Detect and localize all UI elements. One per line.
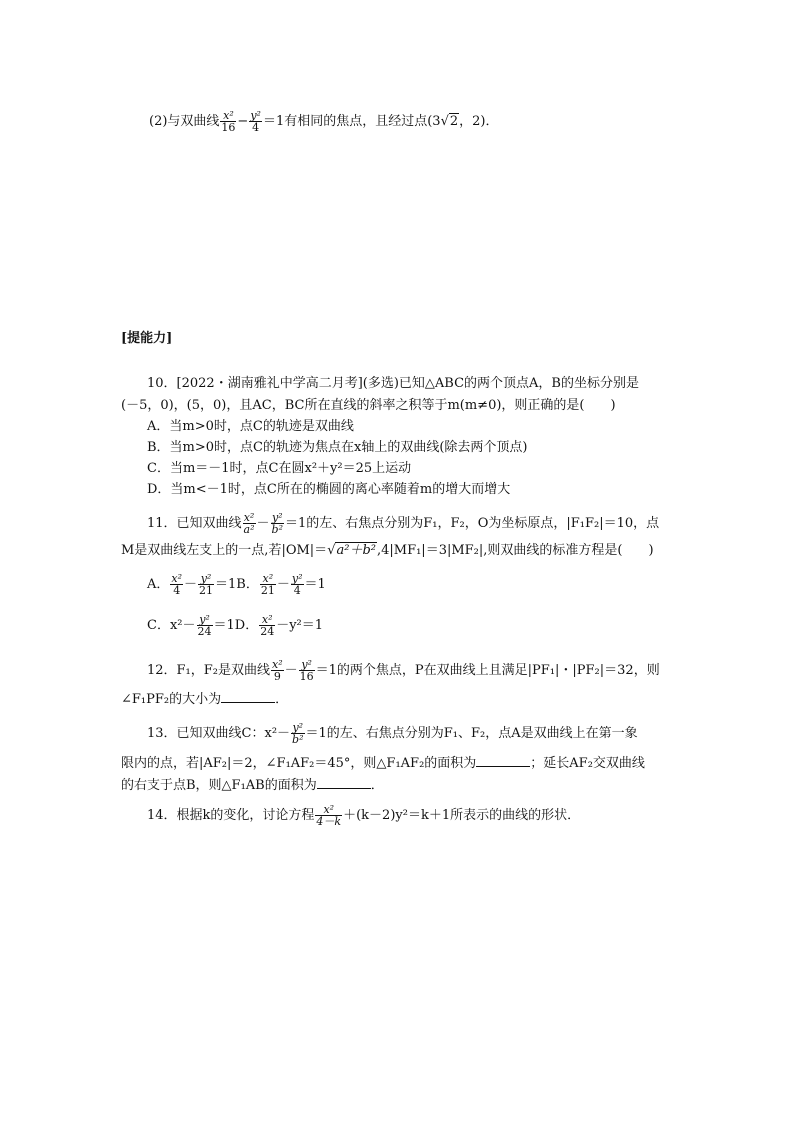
question-12-line-2: ∠F₁PF₂的大小为 ． xyxy=(121,692,289,707)
option-c: C．当m＝－1时，点C在圆x²＋y²＝25上运动 xyxy=(147,461,412,476)
question-14: 14．根据k的变化，讨论方程 $\frac{\text{x²}}{4-k}$ ＋(k－2)y²＝k＋1所表示的曲线的形状． xyxy=(147,803,581,828)
option-d: D．当m<－1时，点C所在的椭圆的离心率随着m的增大而增大 xyxy=(147,482,511,497)
fraction: $\frac{\text{x²}}{9}$ xyxy=(272,658,283,683)
question-12-line-1: 12．F₁，F₂是双曲线 $\frac{\text{x²}}{9}$ － $\frac{\text{y²}}{16}$ ＝1的两个焦点，P在双曲线上且满足|PF₁|・|PF₂|＝32，则 xyxy=(147,658,660,683)
fraction: $\frac{\text{y²}}{21}$ xyxy=(199,572,214,597)
question-13-line-1: 13．已知双曲线C：x²－ $\frac{\text{y²}}{\text{b²}}$ ＝1的左、右焦点分别为F₁、F₂，点A是双曲线上在第一象 xyxy=(147,721,638,746)
answer-blank[interactable] xyxy=(221,690,275,703)
question-13-line-3: 的右支于点B，则△F₁AB的面积为 ． xyxy=(121,778,384,793)
fraction: $\frac{\text{y²}}{\text{b²}}$ xyxy=(292,721,304,746)
answer-blank[interactable] xyxy=(317,776,371,789)
section-heading: [提能力] xyxy=(121,331,173,346)
option-ab-11: A． $\frac{\text{x²}}{4}$ － $\frac{\text{y²}}{21}$ ＝1B． $\frac{\text{x²}}{21}$ － $\frac{\text{y²}}{4}$ ＝1 xyxy=(147,572,326,597)
problem-2: (2)与双曲线 $\frac{\text{x²}}{16}$ − $\frac{\text{y²}}{4}$ ＝1有相同的焦点，且经过点(3√2，2)． xyxy=(149,109,499,134)
fraction: $\frac{\text{x²}}{21}$ xyxy=(260,572,275,597)
question-13-line-2: 限内的点，若|AF₂|＝2，∠F₁AF₂＝45°，则△F₁AF₂的面积为 ；延长AF₂交双曲线 xyxy=(121,756,645,771)
option-b: B．当m>0时，点C的轨迹为焦点在x轴上的双曲线(除去两个顶点) xyxy=(147,440,528,455)
question-10-line-1: 10．[2022・湖南雅礼中学高二月考](多选)已知△ABC的两个顶点A，B的坐标分别是 xyxy=(147,376,639,391)
fraction: $\frac{\text{x²}}{24}$ xyxy=(260,613,275,638)
fraction: $\frac{\text{y²}}{16}$ xyxy=(299,658,314,683)
fraction: $\frac{\text{x²}}{\text{a²}}$ xyxy=(243,511,255,536)
fraction: $\frac{\text{y²}}{24}$ xyxy=(197,613,212,638)
fraction: $\frac{\text{x²}}{16}$ xyxy=(221,109,236,134)
question-10-line-2: (－5，0)，(5，0)，且AC，BC所在直线的斜率之积等于m(m≠0)，则正确的是( ) xyxy=(121,398,616,413)
fraction: $\frac{\text{y²}}{4}$ xyxy=(291,572,303,597)
fraction: $\frac{\text{y²}}{4}$ xyxy=(250,109,261,134)
option-a: A．当m>0时，点C的轨迹是双曲线 xyxy=(147,419,354,434)
option-cd-11: C．x²－ $\frac{\text{y²}}{24}$ ＝1D． $\frac{\text{x²}}{24}$ －y²＝1 xyxy=(147,613,324,638)
answer-blank[interactable] xyxy=(476,754,530,767)
question-11-line-1: 11．已知双曲线 $\frac{\text{x²}}{\text{a²}}$ － $\frac{\text{y²}}{\text{b²}}$ ＝1的左、右焦点分别为F₁，F₂，O为坐标原点，|F₁F₂|＝10，点 xyxy=(147,511,660,536)
fraction: $\frac{\text{y²}}{\text{b²}}$ xyxy=(271,511,283,536)
question-11-line-2: M是双曲线左支上的一点,若|OM|＝√a²＋b²,4|MF₁|＝3|MF₂|,则双曲线的标准方程是( ) xyxy=(121,543,654,558)
fraction: $\frac{\text{x²}}{4-k}$ xyxy=(316,803,342,828)
fraction: $\frac{\text{x²}}{4}$ xyxy=(171,572,183,597)
